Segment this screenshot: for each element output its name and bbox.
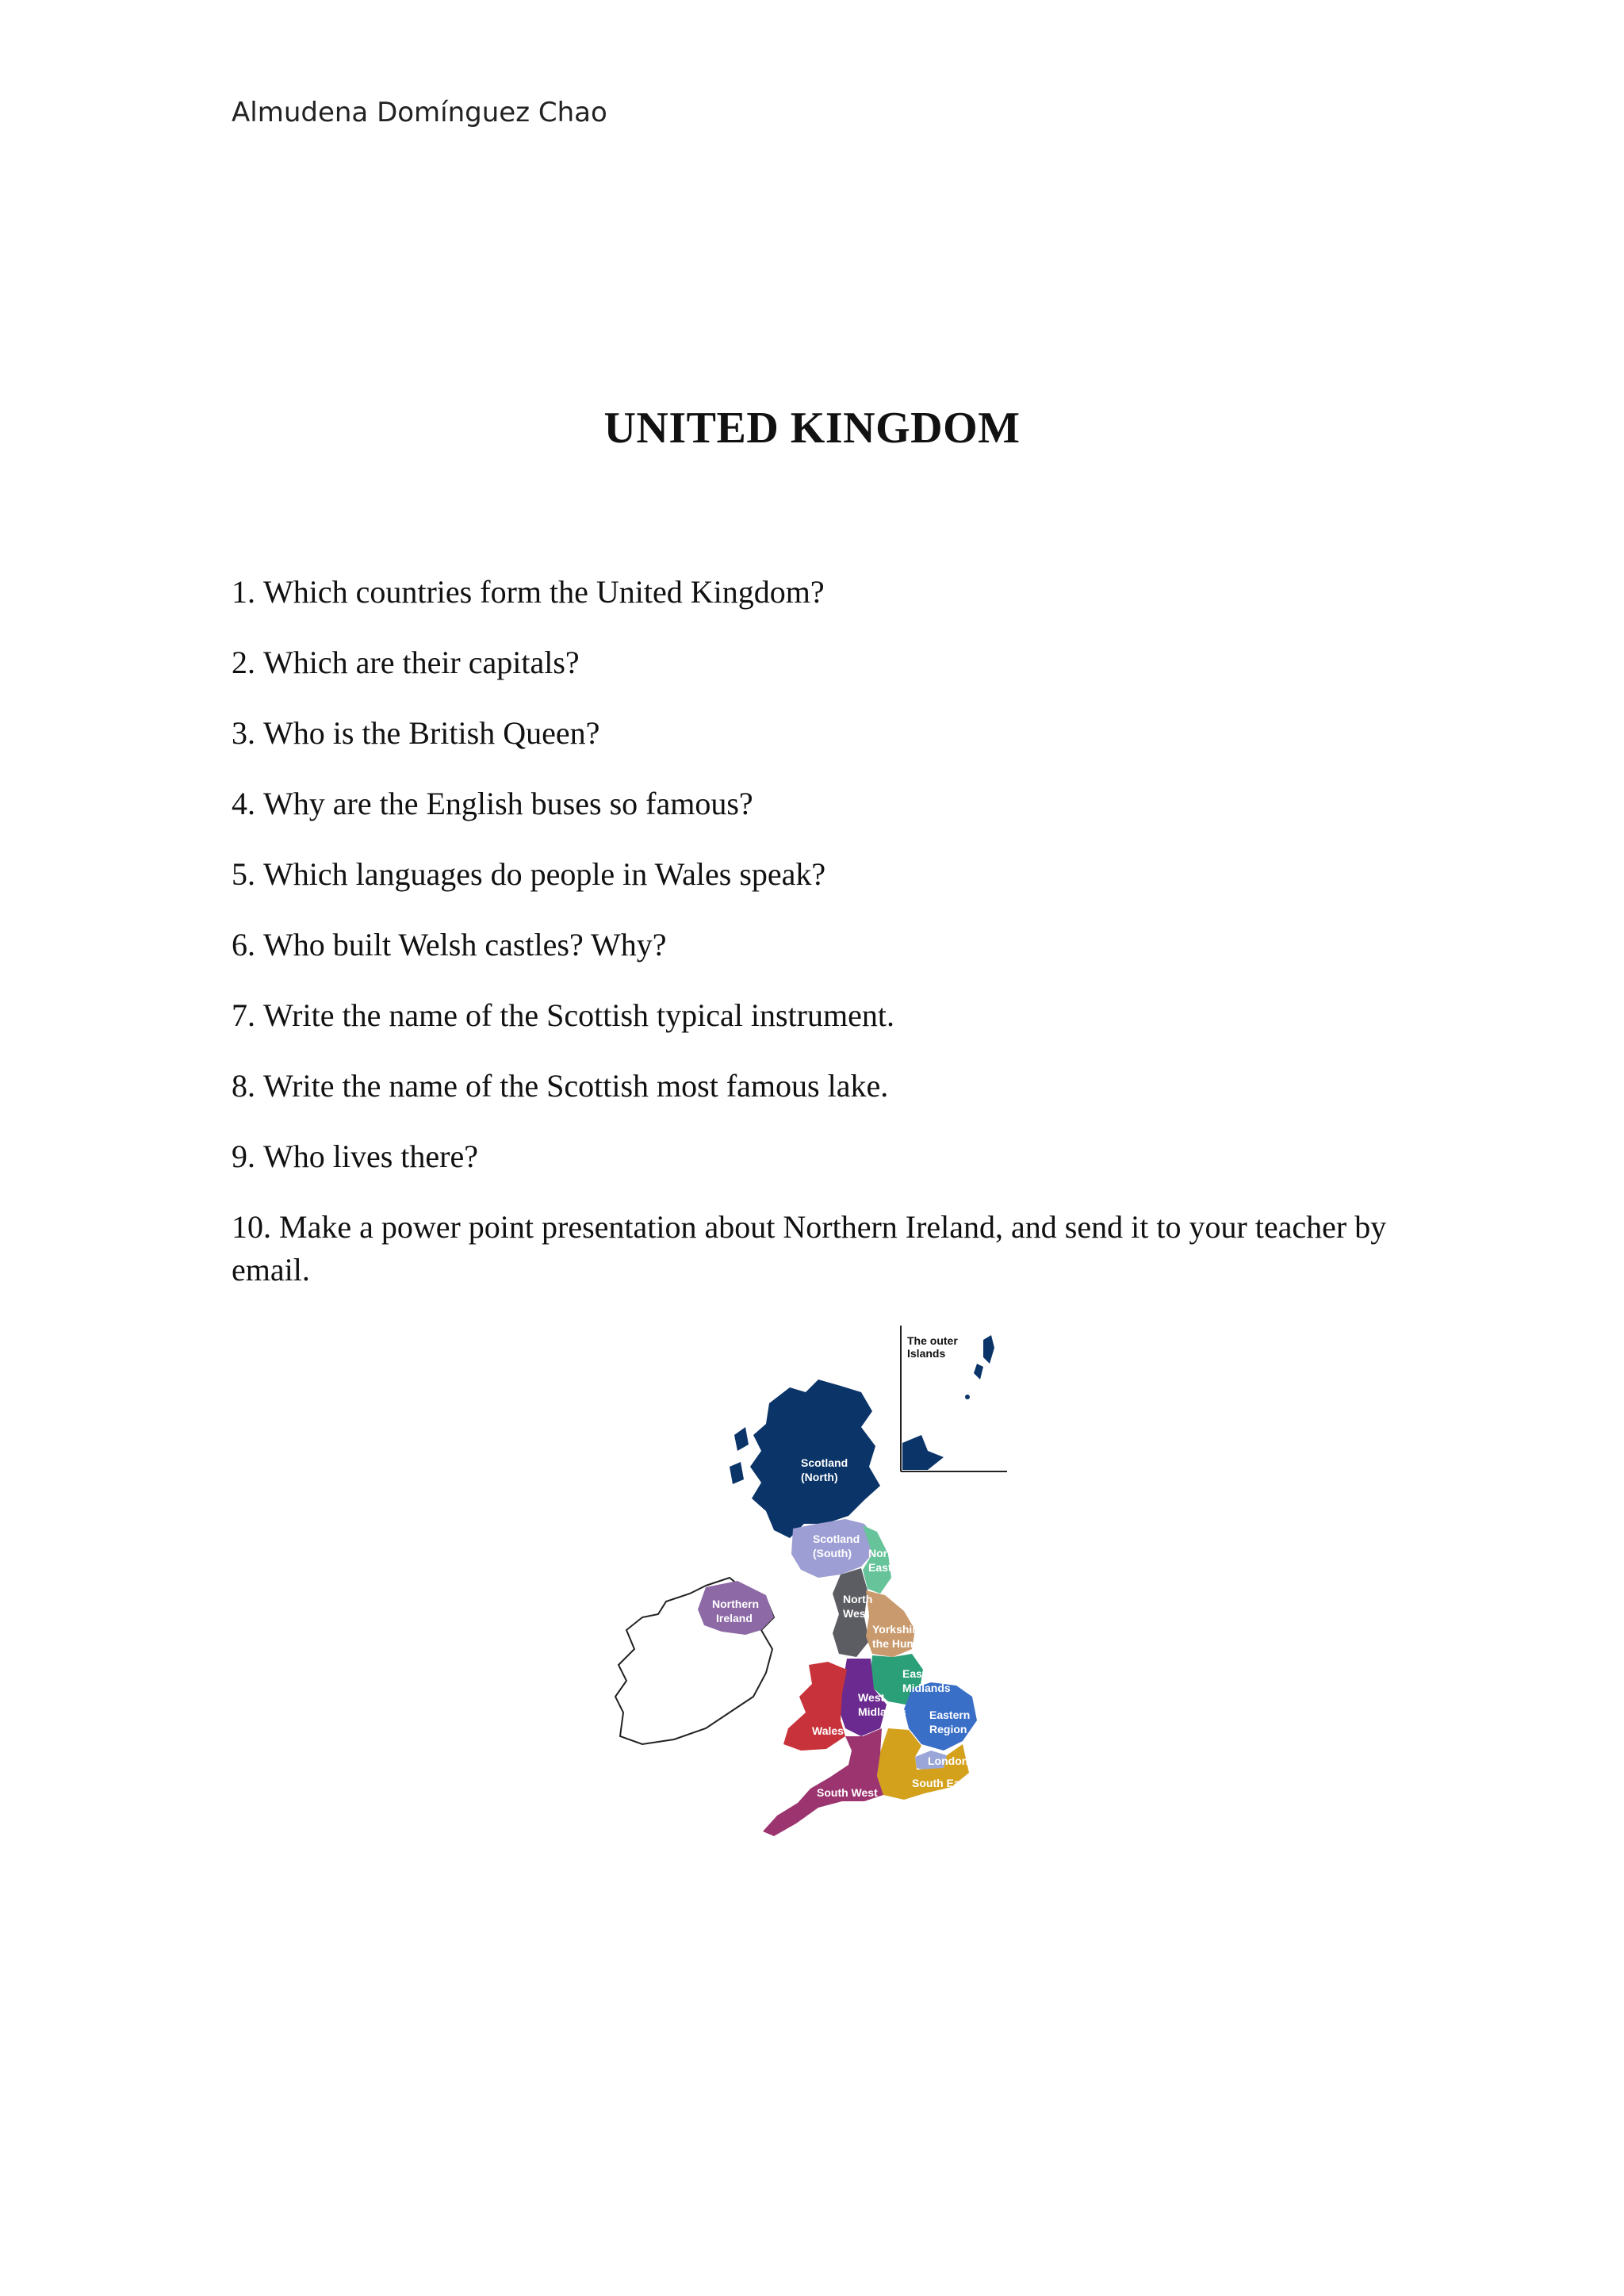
inset-label-2: Islands xyxy=(907,1347,946,1360)
label-north-west-1: North xyxy=(843,1593,873,1605)
question-item: 9. Who lives there? xyxy=(232,1138,478,1174)
question-item: 7. Write the name of the Scottish typical instrument. xyxy=(232,997,894,1033)
label-scotland-south-1: Scotland xyxy=(813,1533,860,1545)
uk-regions-map xyxy=(611,1316,1015,1855)
question-item: 8. Write the name of the Scottish most famous lake. xyxy=(232,1068,889,1104)
label-north-east-1: North xyxy=(868,1547,898,1559)
label-scotland-north-2: (North) xyxy=(801,1471,838,1483)
question-list xyxy=(232,571,1405,1319)
label-west-midlands-2: Midlands xyxy=(858,1705,906,1718)
uk-map-svg xyxy=(611,1316,1015,1855)
label-scotland-north-1: Scotland xyxy=(801,1456,848,1469)
label-east-midlands-1: East xyxy=(902,1667,926,1680)
label-yorkshire-1: Yorkshire & xyxy=(872,1623,934,1636)
question-item: 1. Which countries form the United Kingdom? xyxy=(232,574,825,610)
label-scotland-south-2: (South) xyxy=(813,1547,852,1559)
outer-islands-inset xyxy=(901,1326,1007,1471)
question-item: 2. Which are their capitals? xyxy=(232,645,580,680)
label-eastern-2: Region xyxy=(929,1723,967,1735)
region-wales xyxy=(783,1662,847,1751)
question-item: 6. Who built Welsh castles? Why? xyxy=(232,927,667,962)
question-item: 4. Why are the English buses so famous? xyxy=(232,786,753,821)
question-item: 10. Make a power point presentation about Northern Ireland, and send it to your teacher by email. xyxy=(232,1209,1387,1288)
label-yorkshire-2: the Humber xyxy=(872,1637,934,1650)
question-item: 5. Which languages do people in Wales speak? xyxy=(232,856,826,892)
label-north-west-2: West xyxy=(843,1607,870,1620)
label-north-east-2: East xyxy=(868,1561,892,1574)
page-title: UNITED KINGDOM xyxy=(603,404,1021,453)
label-london: London xyxy=(928,1755,969,1767)
author-name: Almudena Domínguez Chao xyxy=(232,97,607,128)
label-eastern-1: Eastern xyxy=(929,1709,971,1721)
question-item: 3. Who is the British Queen? xyxy=(232,715,600,751)
label-south-west: South West xyxy=(817,1786,878,1799)
label-east-midlands-2: Midlands xyxy=(902,1682,951,1694)
label-south-east: South East xyxy=(912,1777,971,1789)
label-northern-ireland-1: Northern xyxy=(712,1598,760,1610)
label-northern-ireland-2: Ireland xyxy=(716,1612,753,1624)
inset-label-1: The outer xyxy=(907,1334,958,1347)
label-west-midlands-1: West xyxy=(858,1691,885,1704)
label-wales: Wales xyxy=(812,1724,844,1737)
